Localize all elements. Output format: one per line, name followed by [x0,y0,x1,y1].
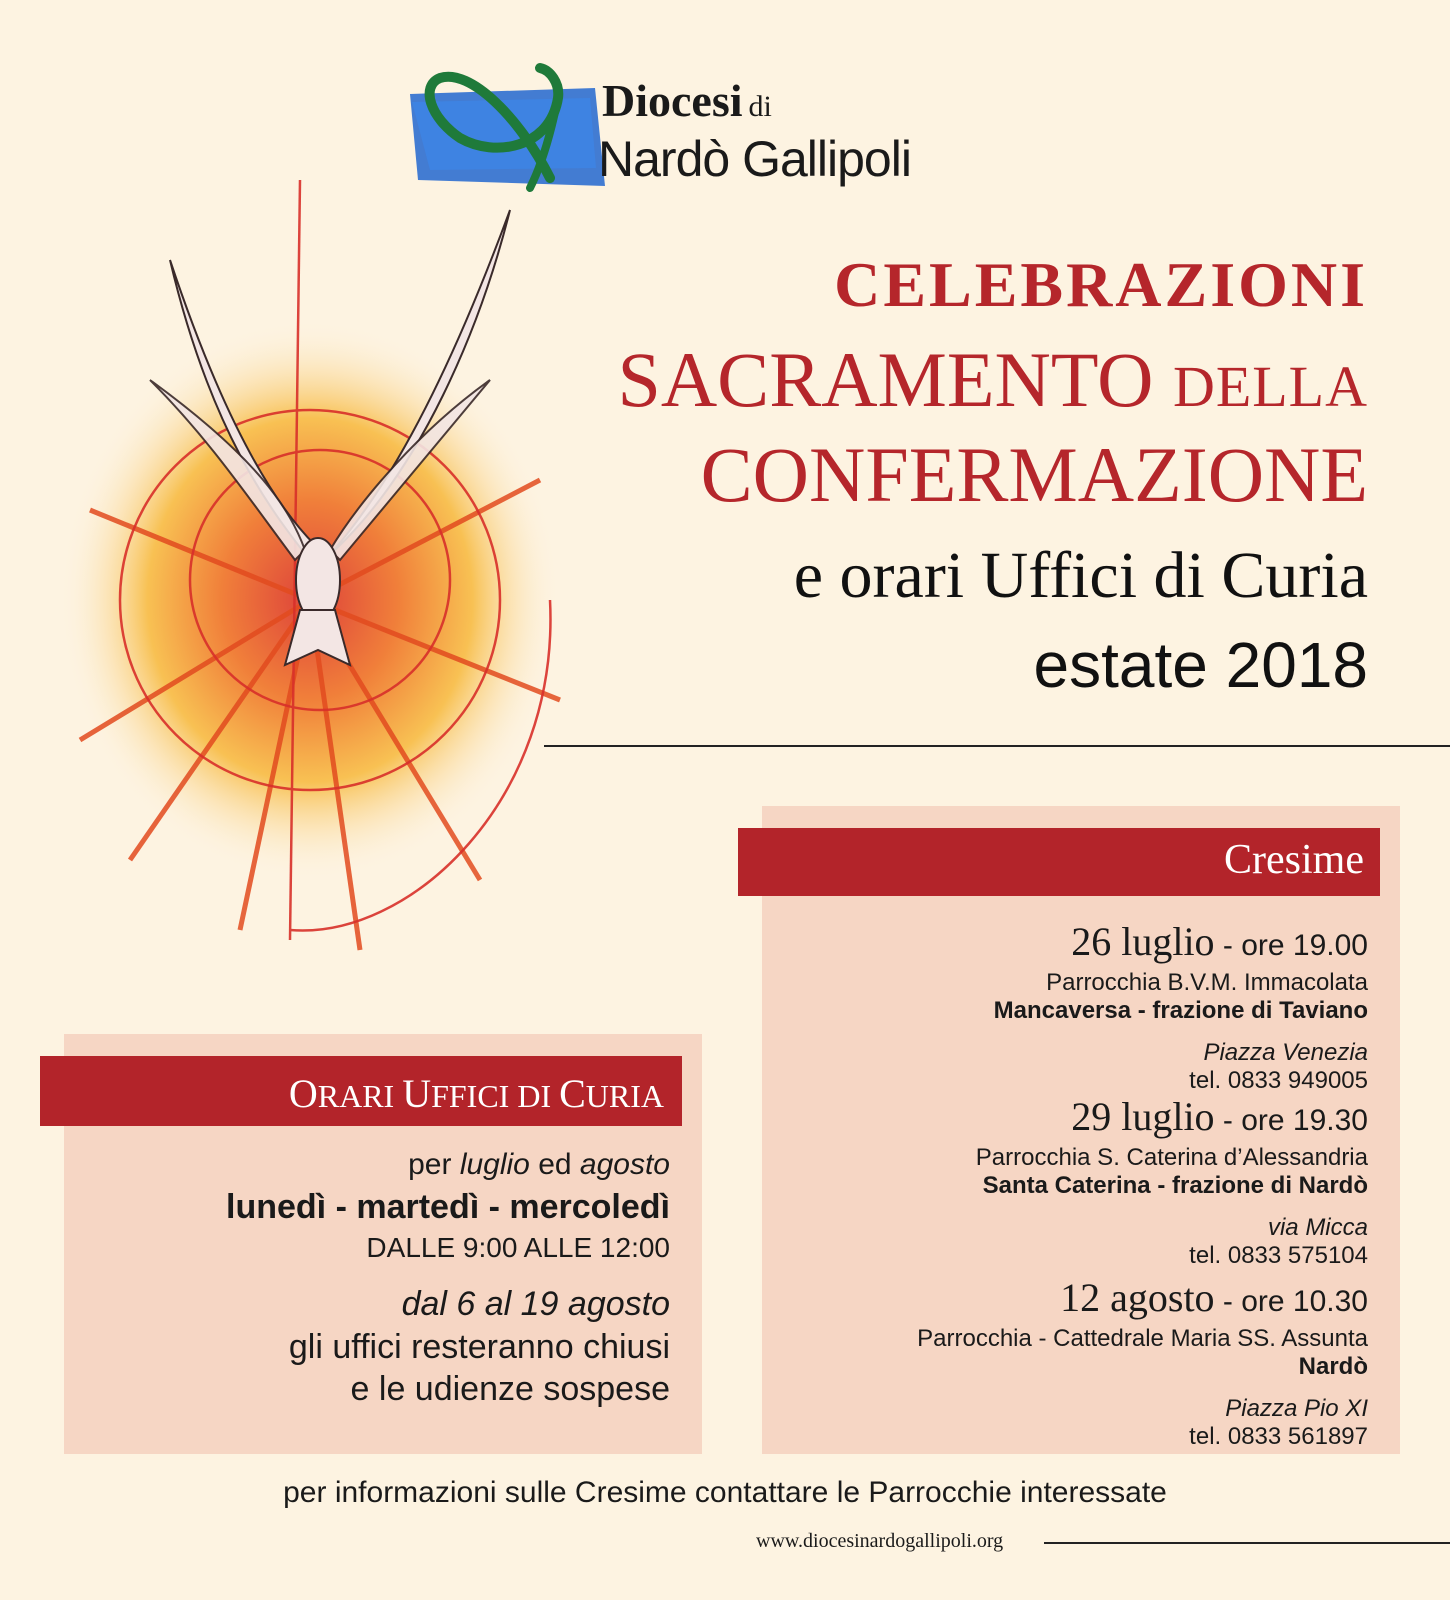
title-orari-uffici: e orari Uffici di Curia [793,539,1368,612]
orari-closure-line1: gli uffici resteranno chiusi [288,1328,670,1366]
cresima-event [976,1093,1368,1270]
orari-closure-line2: e le udienze sospese [350,1370,670,1408]
event-address: via Micca [1267,1214,1368,1241]
event-address: Piazza Venezia [1203,1039,1368,1066]
orari-title: ORARI UFFICI DI CURIA [288,1071,664,1116]
divider-line [544,745,1450,747]
event-date: 29 luglio [1071,1094,1215,1139]
logo-text-nardo-gallipoli: Nardò Gallipoli [598,131,911,187]
event-tel: tel. 0833 949005 [1189,1067,1368,1094]
title-sacramento: SACRAMENTO [617,336,1154,423]
cresime-header [738,828,1380,896]
footer-info-text: per informazioni sulle Cresime contattare le Parrocchie interessate [283,1476,1167,1509]
event-date: 12 agosto [1060,1275,1215,1320]
title-della: DELLA [1172,354,1368,419]
orari-days: lunedì - martedì - mercoledì [226,1188,670,1226]
event-tel: tel. 0833 561897 [1189,1423,1368,1450]
orari-hours: DALLE 9:00 ALLE 12:00 [366,1232,670,1263]
title-celebrazioni: CELEBRAZIONI [834,249,1368,320]
website-link[interactable]: www.diocesinardogallipoli.org [756,1530,1004,1552]
title-confermazione: CONFERMAZIONE [700,431,1368,518]
cresime-title: Cresime [1224,837,1364,883]
title-estate: estate 2018 [1033,629,1368,701]
event-date: 26 luglio [1071,919,1215,964]
event-location: Santa Caterina - frazione di Nardò [982,1172,1368,1199]
event-time: - ore 19.30 [1214,1104,1368,1137]
holy-spirit-dove-illustration [60,180,580,960]
event-time: - ore 10.30 [1214,1285,1368,1318]
event-parish: Parrocchia B.V.M. Immacolata [1046,969,1368,996]
event-parish: Parrocchia S. Caterina d’Alessandria [975,1144,1368,1171]
orari-closure-dates: dal 6 al 19 agosto [401,1285,670,1323]
event-tel: tel. 0833 575104 [1189,1242,1368,1269]
event-address: Piazza Pio XI [1225,1395,1368,1422]
event-parish: Parrocchia - Cattedrale Maria SS. Assunta [917,1325,1368,1352]
orari-header [40,1056,682,1126]
event-location: Mancaversa - frazione di Taviano [993,997,1368,1024]
footer-divider-line [1044,1542,1450,1544]
cresima-event [917,1274,1368,1451]
event-location: Nardò [1298,1353,1368,1380]
cresima-event [994,918,1368,1095]
logo-text-di: di [748,90,772,123]
logo-text-diocesi: Diocesi di [602,75,772,126]
title-sacramento-della [617,335,1368,425]
event-time: - ore 19.00 [1214,929,1368,962]
orari-months: per luglio ed agosto [408,1148,670,1181]
